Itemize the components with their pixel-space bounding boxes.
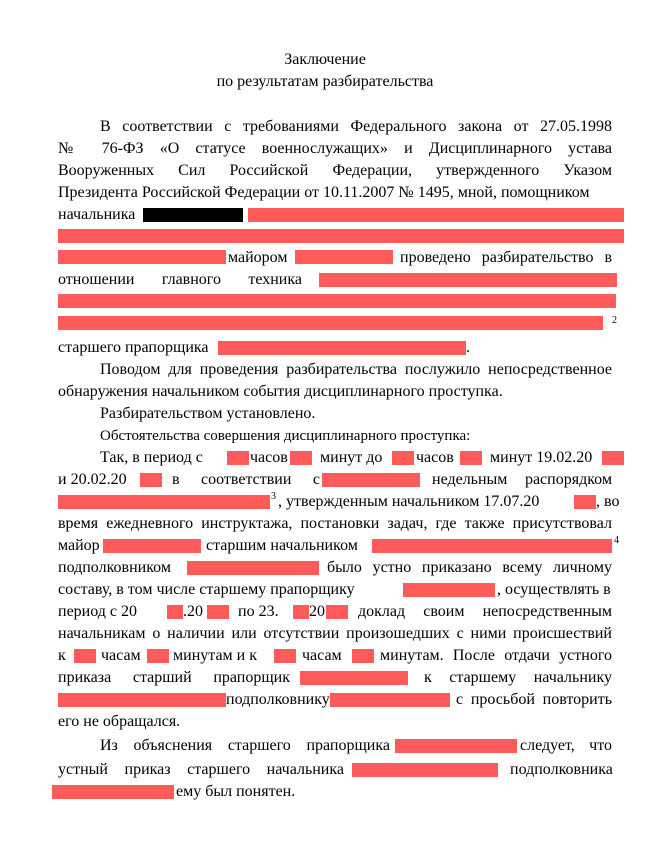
text-line: время ежедневного инструктажа, постановки задач, где также присутствовал xyxy=(58,515,612,532)
text-line: отношении главного техника xyxy=(58,271,302,288)
redaction xyxy=(290,451,312,465)
text-line: подполковником xyxy=(58,559,171,576)
redaction xyxy=(58,316,603,330)
redaction xyxy=(460,451,482,465)
redaction xyxy=(300,671,408,685)
text-line: , во xyxy=(596,493,620,510)
text-line: Президента Российской Федерации от 10.11.2007 № 1495, мной, помощником xyxy=(58,184,590,201)
text-line: № 76-ФЗ «О статусе военнослужащих» и Дисциплинарного устава xyxy=(58,140,612,157)
redaction-black xyxy=(143,208,243,222)
document-title: Заключение xyxy=(284,51,366,68)
redaction xyxy=(602,451,624,465)
text-line: минутам. После отдачи устного xyxy=(380,647,612,664)
redaction xyxy=(248,208,624,222)
text-line: проведено разбирательство в xyxy=(400,249,612,266)
redaction xyxy=(187,561,319,575)
text-line: . xyxy=(466,339,470,356)
text-line: подполковника xyxy=(510,761,613,778)
redaction xyxy=(322,473,420,487)
text-line: его не обращался. xyxy=(58,713,181,730)
redaction xyxy=(218,341,466,355)
text-line: Из объяснения старшего прапорщика xyxy=(100,737,390,754)
text-line: .20 xyxy=(183,603,203,620)
text-line: Вооруженных Сил Российской Федерации, утвержденного Указом xyxy=(58,162,612,179)
redaction xyxy=(74,649,96,663)
text-line: устный приказ старшего начальника xyxy=(58,761,344,778)
text-line: , осуществлять в xyxy=(497,581,611,598)
redaction xyxy=(295,250,393,264)
redaction xyxy=(227,451,249,465)
redaction xyxy=(395,739,517,753)
text-line: В соответствии с требованиями Федерального закона от 27.05.1998 xyxy=(100,118,612,135)
redaction xyxy=(58,250,226,264)
redaction xyxy=(319,273,617,287)
redaction xyxy=(274,649,296,663)
redaction xyxy=(140,473,162,487)
text-line: часов xyxy=(250,449,288,466)
text-line: минут 19.02.20 xyxy=(490,449,593,466)
text-line: часов xyxy=(416,449,454,466)
text-line: Разбирательством установлено. xyxy=(100,405,316,422)
document-subtitle: по результатам разбирательства xyxy=(216,73,434,90)
redaction xyxy=(326,605,348,619)
text-line: 20 xyxy=(309,603,325,620)
text-line: составу, в том числе старшему прапорщику xyxy=(58,581,355,598)
text-line: следует, что xyxy=(520,737,612,754)
text-line: приказа старший прапорщик xyxy=(58,669,290,686)
redaction xyxy=(330,693,450,707)
text-line: Обстоятельства совершения дисциплинарного проступка: xyxy=(100,428,471,444)
redaction xyxy=(352,649,374,663)
redaction xyxy=(58,294,616,308)
redaction xyxy=(372,539,612,553)
redaction xyxy=(147,649,169,663)
footnote-marker: 3 xyxy=(271,491,276,502)
text-line: минутам и к xyxy=(173,647,257,664)
redaction xyxy=(392,451,414,465)
footnote-marker: 2 xyxy=(612,315,617,326)
text-line: к xyxy=(58,647,66,664)
text-line: с просьбой повторить xyxy=(456,691,612,708)
redaction xyxy=(293,605,309,619)
text-line: ему был понятен. xyxy=(176,783,296,800)
text-line: часам xyxy=(101,647,141,664)
text-line: обнаружения начальником события дисциплинарного проступка. xyxy=(58,383,503,400)
redaction xyxy=(58,495,270,509)
text-line: по 23. xyxy=(238,603,279,620)
redaction xyxy=(52,785,174,799)
text-line: старшего прапорщика xyxy=(58,339,209,356)
redaction xyxy=(574,495,596,509)
redaction xyxy=(58,229,624,243)
text-line: период с 20 xyxy=(58,603,138,620)
text-line: недельным распорядком xyxy=(432,471,612,488)
text-line: начальника xyxy=(58,206,136,223)
redaction xyxy=(167,605,183,619)
redaction xyxy=(403,583,495,597)
text-line: и 20.02.20 xyxy=(58,471,127,488)
text-line: Поводом для проведения разбирательства послужило непосредственное xyxy=(100,361,612,378)
redaction xyxy=(58,693,226,707)
text-line: начальникам о наличии или отсутствии произошедших с ними происшествий xyxy=(58,625,612,642)
text-line: в соответствии с xyxy=(172,471,320,488)
text-line: часам xyxy=(302,647,342,664)
text-line: подполковнику xyxy=(226,691,330,708)
text-line: , утвержденным начальником 17.07.20 xyxy=(278,493,540,510)
redaction xyxy=(352,763,498,777)
text-line: было устно приказано всему личному xyxy=(327,559,612,576)
text-line: майор xyxy=(58,537,100,554)
text-line: майором xyxy=(228,249,288,266)
redaction xyxy=(103,539,201,553)
redaction xyxy=(207,605,229,619)
text-line: доклад своим непосредственным xyxy=(358,603,612,620)
footnote-marker: 4 xyxy=(614,535,619,546)
text-line: старшим начальником xyxy=(206,537,358,554)
text-line: Так, в период с xyxy=(100,449,203,466)
text-line: к старшему начальнику xyxy=(424,669,612,686)
text-line: минут до xyxy=(320,449,383,466)
